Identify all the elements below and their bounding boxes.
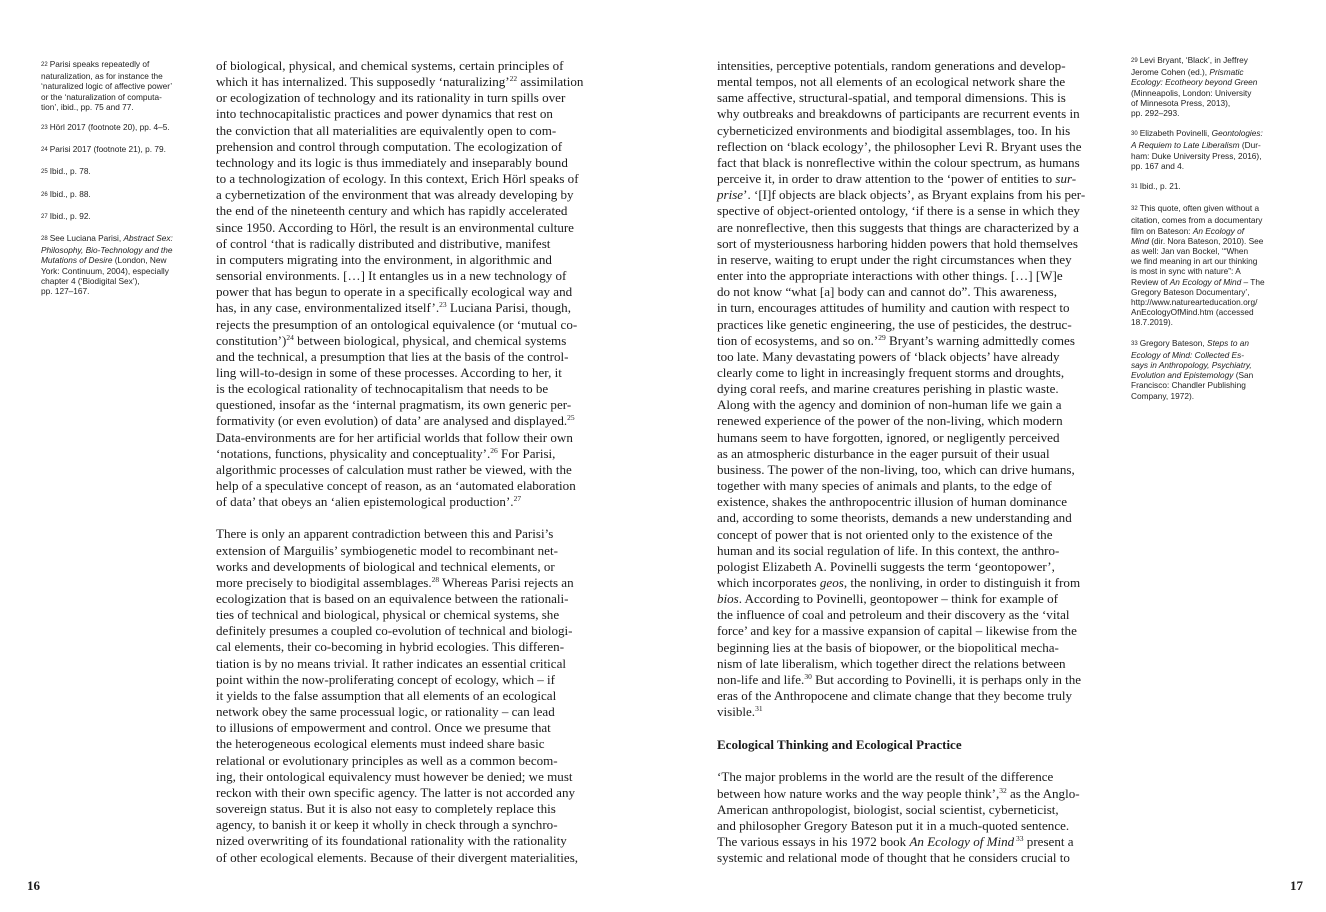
footnote-29: $^{29}$ Levi Bryant, ‘Black’, in Jeffrey Jerome Cohen (ed.), Prismatic Ecology: Ecotheory beyond Green (Minneapolis, London: University of Minnesota Press, 2013), pp. 292–293. [1131, 55, 1258, 119]
footnote-22: $^{22}$ Parisi speaks repeatedly of naturalization, as for instance the ‘naturalized logic of affective power’ or the ‘naturalization of computa- tion’, ibid., pp. 75 and 77. [41, 59, 173, 112]
left-footnotes [41, 59, 201, 306]
footnote-ref[interactable]: 29 [878, 332, 886, 342]
footnote-ref[interactable]: 26 [490, 445, 498, 455]
paragraph: There is only an apparent contradiction between this and Parisi’s extension of Marguilis’ symbiogenetic model to recombinant net- works and developments of biological and technical elements, or more precisely to biodigital assemblages.$^{28}$ Whereas Parisi rejects an ecologization that is based on an equivalence between the rationali- ties of technical and biological, physical or chemical systems, she definitely presumes a coupled co-evolution of technical and biologi- cal elements, their co-becoming in hybrid ecologies. This differen- tiation is by no means trivial. It rather indicates an essential critical point within the now-proliferating concept of ecology, which – if it yields to the false assumption that all elements of an ecological network obey the same processual logic, or rationality – can lead to illusions of empowerment and control. Once we presume that the heterogeneous ecological elements must indeed share basic relational or evolutionary principles as well as a common becom- ing, their ontological equivalency must however be denied; we must reckon with their own specific agency. The latter is not accorded any sovereign status. But it is also not easy to completely replace this agency, to banish it or keep it wholly in check through a synchro- nized overwriting of its foundational rationality with the rationality of other ecological elements. Because of their divergent materialities, [216, 526, 579, 865]
paragraph: of biological, physical, and chemical systems, certain principles of which it has internalized. This supposedly ‘naturalizing’$^{22}$ assimilation or ecologization of technology and its rationality in turn spills over into technocapitalistic practices and power dynamics that rest on the conviction that all materialities are equivalently open to com- prehension and control through computation. The ecologization of technology and its logic is thus immediately and inseparably bound to a technologization of ecology. In this context, Erich Hörl speaks of a cybernetization of the environment that was already developing by the end of the nineteenth century and which has rapidly accelerated since 1950. According to Hörl, the result is an environmental culture of control ‘that is radically distributed and distributive, manifest in computers migrating into the environment, in algorithmic and sensorial environments. […] It entangles us in a new technology of power that has begun to operate in a specifically ecological way and has, in any case, environmentalized itself’.$^{23}$ Luciana Parisi, though, rejects the presumption of an ontological equivalence (or ‘mutual co- constitution’)$^{24}$ between biological, physical, and chemical systems and the technical, a presumption that lies at the basis of the control- ling will-to-design in some of these processes. According to her, it is the ecological rationality of technocapitalism that needs to be questioned, insofar as the ‘internal pragmatism, its own generic per- formativity (or even evolution) of data’ are analysed and displayed.$^{25}$ Data-environments are for her artificial worlds that follow their own ‘notations, functions, physicality and conceptuality’.$^{26}$ For Parisi, algorithmic processes of calculation must rather be viewed, with the help of a speculative concept of reason, as an ‘automated elaboration of data’ that obeys an ‘alien epistemological production’.$^{27}$ [216, 58, 584, 510]
footnote-ref[interactable]: 28 [431, 574, 440, 584]
left-body-text [216, 58, 616, 866]
footnote-ref[interactable]: 23 [439, 300, 447, 310]
footnote-25: $^{25}$ Ibid., p. 78. [41, 166, 91, 177]
section-heading: Ecological Thinking and Ecological Practice [717, 737, 962, 753]
right-page [663, 0, 1326, 912]
footnote-ref[interactable]: 27 [513, 494, 522, 504]
footnote-ref[interactable]: 22 [509, 74, 518, 84]
footnote-28: $^{28}$ See Luciana Parisi, Abstract Sex: Philosophy, Bio-Technology and the Mutations of Desire (London, New York: Continuum, 2004), especially chapter 4 (‘Biodigital Sex’), pp. 127–167. [41, 233, 173, 297]
footnote-ref[interactable]: 33 [1014, 834, 1024, 844]
page-number: 17 [1290, 878, 1303, 893]
footnote-ref[interactable]: 32 [999, 785, 1007, 795]
right-body-text [717, 58, 1117, 866]
page-number: 16 [27, 878, 40, 893]
footnote-ref[interactable]: 31 [755, 704, 763, 714]
footnote-ref[interactable]: 30 [804, 671, 812, 681]
footnote-ref[interactable]: 24 [286, 332, 294, 342]
footnote-23: $^{23}$ Hörl 2017 (footnote 20), pp. 4–5. [41, 122, 170, 133]
footnote-26: $^{26}$ Ibid., p. 88. [41, 188, 91, 199]
paragraph: ‘The major problems in the world are the result of the difference between how nature works and the way people think’,$^{32}$ as the Anglo- American anthropologist, biologist, social scientist, cyberneticist, and philosopher Gregory Bateson put it in a much-quoted sentence. The various essays in his 1972 book An Ecology of Mind $^{33}$ present a systemic and relational mode of thought that he considers crucial to [717, 769, 1080, 866]
footnote-ref[interactable]: 25 [567, 413, 575, 423]
footnote-33: $^{33}$ Gregory Bateson, Steps to an Ecology of Mind: Collected Es- says in Anthropology, Psychiatry, Evolution and Epistemology (San Francisco: Chandler Publishing Company, 1972). [1131, 337, 1254, 401]
footnote-31: $^{31}$ Ibid., p. 21. [1131, 181, 1181, 192]
footnote-30: $^{30}$ Elizabeth Povinelli, Geontologies: A Requiem to Late Liberalism (Dur- ham: Duke University Press, 2016), pp. 167 and 4. [1131, 128, 1263, 171]
footnote-32: $^{32}$ This quote, often given without a citation, comes from a documentary film on Bateson: An Ecology of Mind (dir. Nora Bateson, 2010). See as well: Jan van Bockel, ‘“When we find meaning in art our thinking is most in sync with nature”: A Review of An Ecology of Mind – The Gregory Bateson Documentary’, http://www.naturearteducation.org/ AnEcologyOfMind.htm (accessed 18.7.2019). [1131, 203, 1265, 328]
right-footnotes [1131, 55, 1291, 411]
footnote-27: $^{27}$ Ibid., p. 92. [41, 210, 91, 221]
paragraph: intensities, perceptive potentials, random generations and develop- mental tempos, not all elements of an ecological network share the same affective, structural-spatial, and temporal dimensions. This is why outbreaks and breakdowns of participants are recurrent events in cyberneticized environments and biodigital assemblages, too. In his reflection on ‘black ecology’, the philosopher Levi R. Bryant uses the fact that black is nonreflective within the colour spectrum, as humans perceive it, in order to draw attention to the ‘power of entities to sur- prise’. ‘[I]f objects are black objects’, as Bryant explains from his per- spective of object-oriented ontology, ‘if there is a sense in which they are nonreflective, then this suggests that things are characterized by a sort of mysteriousness harboring hidden powers that hold themselves in reserve, waiting to erupt under the right circumstances when they enter into the appropriate interactions with other things. […] [W]e do not know “what [a] body can and cannot do”. This awareness, in turn, encourages attitudes of humility and caution with respect to practices like genetic engineering, the use of pesticides, the destruc- tion of ecosystems, and so on.’$^{29}$ Bryant’s warning admittedly comes too late. Many devastating powers of ‘black objects’ have already clearly come to light in increasingly frequent storms and droughts, dying coral reefs, and marine creatures perishing in plastic waste. Along with the agency and dominion of non-human life we gain a renewed experience of the power of the non-living, which modern humans seem to have forgotten, ignored, or negligently perceived as an atmospheric disturbance in the eager pursuit of their usual business. The power of the non-living, too, which can drive humans, together with many species of animals and plants, to the edge of existence, shakes the anthropocentric illusion of human dominance and, according to some theorists, demands a new understanding and concept of power that is not oriented only to the existence of the human and its social regulation of life. In this context, the anthro- pologist Elizabeth A. Povinelli suggests the term ‘geontopower’, which incorporates geos, the nonliving, in order to distinguish it from bios. According to Povinelli, geontopower – think for example of the influence of coal and petroleum and their discovery as the ‘vital force’ and key for a massive expansion of capital – likewise from the beginning lies at the basis of biopower, or the biopolitical mecha- nism of late liberalism, which together direct the relations between non-life and life.$^{30}$ But according to Povinelli, it is perhaps only in the eras of the Anthropocene and climate change that they become truly visible.$^{31}$ [717, 58, 1086, 720]
footnote-24: $^{24}$ Parisi 2017 (footnote 21), p. 79. [41, 144, 166, 155]
